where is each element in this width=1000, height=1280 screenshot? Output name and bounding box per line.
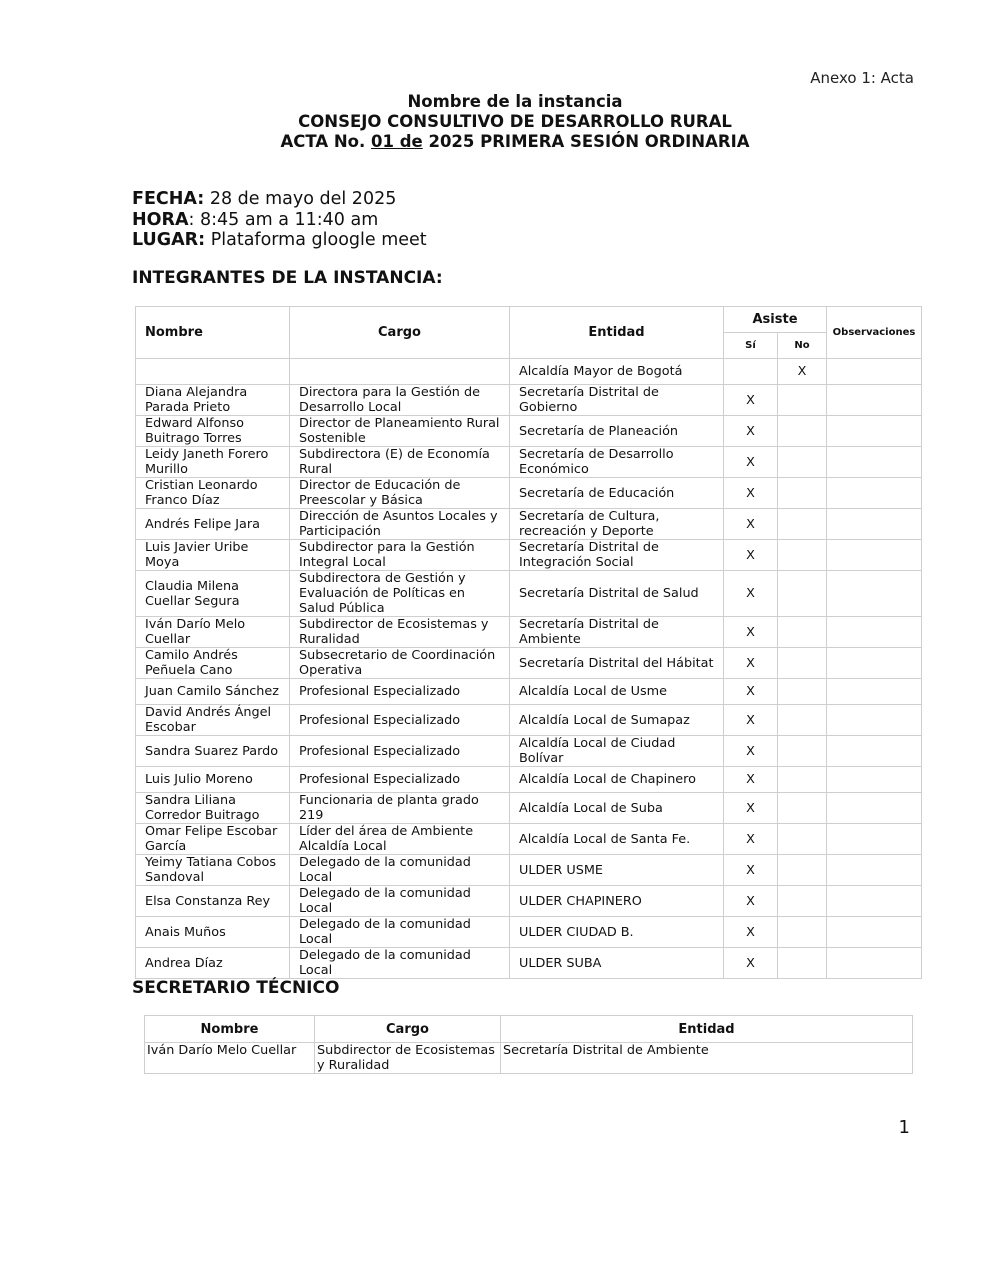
cell-entidad: Secretaría de Desarrollo Económico [510, 447, 724, 478]
meeting-details [132, 189, 427, 251]
cell-no: X [778, 359, 827, 385]
table-row [136, 886, 922, 917]
cell-entidad: Alcaldía Local de Ciudad Bolívar [510, 736, 724, 767]
cell-nombre: David Andrés Ángel Escobar [136, 705, 290, 736]
cell-entidad: ULDER CIUDAD B. [510, 917, 724, 948]
members-table-body [136, 359, 922, 979]
page-number: 1 [898, 1117, 910, 1138]
cell-cargo: Delegado de la comunidad Local [290, 855, 510, 886]
cell-si: X [724, 571, 778, 617]
hora-label: HORA [132, 209, 189, 230]
cell-si: X [724, 705, 778, 736]
table-row [136, 917, 922, 948]
table-row [136, 736, 922, 767]
cell-cargo: Subdirectora de Gestión y Evaluación de Políticas en Salud Pública [290, 571, 510, 617]
secretary-header-cargo: Cargo [315, 1016, 501, 1043]
cell-nombre: Luis Julio Moreno [136, 767, 290, 793]
cell-cargo: Subdirector de Ecosistemas y Ruralidad [290, 617, 510, 648]
cell-si: X [724, 767, 778, 793]
cell-nombre: Yeimy Tatiana Cobos Sandoval [136, 855, 290, 886]
table-row [136, 416, 922, 447]
cell-cargo: Líder del área de Ambiente Alcaldía Local [290, 824, 510, 855]
acta-title [0, 132, 1000, 152]
cell-nombre: Claudia Milena Cuellar Segura [136, 571, 290, 617]
cell-no [778, 793, 827, 824]
cell-nombre: Sandra Suarez Pardo [136, 736, 290, 767]
cell-no [778, 679, 827, 705]
header-observaciones: Observaciones [827, 307, 922, 359]
cell-si: X [724, 385, 778, 416]
secretary-header-entidad: Entidad [501, 1016, 913, 1043]
fecha-line [132, 189, 427, 210]
cell-observaciones [827, 571, 922, 617]
cell-no [778, 948, 827, 979]
cell-cargo: Subdirector para la Gestión Integral Local [290, 540, 510, 571]
cell-cargo: Director de Planeamiento Rural Sostenible [290, 416, 510, 447]
cell-cargo: Delegado de la comunidad Local [290, 917, 510, 948]
cell-observaciones [827, 855, 922, 886]
table-row [136, 540, 922, 571]
header-cargo: Cargo [290, 307, 510, 359]
cell-no [778, 648, 827, 679]
table-row [136, 385, 922, 416]
cell-entidad: Alcaldía Local de Chapinero [510, 767, 724, 793]
table-row [136, 705, 922, 736]
cell-observaciones [827, 824, 922, 855]
cell-cargo: Delegado de la comunidad Local [290, 886, 510, 917]
cell-observaciones [827, 917, 922, 948]
cell-cargo: Director de Educación de Preescolar y Básica [290, 478, 510, 509]
table-row [136, 617, 922, 648]
cell-entidad: Secretaría de Educación [510, 478, 724, 509]
cell-observaciones [827, 416, 922, 447]
table-row [136, 571, 922, 617]
cell-cargo: Directora para la Gestión de Desarrollo Local [290, 385, 510, 416]
annex-label: Anexo 1: Acta [810, 69, 914, 87]
cell-nombre: Iván Darío Melo Cuellar [145, 1043, 315, 1074]
cell-observaciones [827, 736, 922, 767]
cell-entidad: ULDER CHAPINERO [510, 886, 724, 917]
cell-si: X [724, 679, 778, 705]
cell-entidad: Alcaldía Local de Santa Fe. [510, 824, 724, 855]
cell-observaciones [827, 617, 922, 648]
header-si: Sí [724, 333, 778, 359]
cell-nombre: Iván Darío Melo Cuellar [136, 617, 290, 648]
cell-cargo: Profesional Especializado [290, 767, 510, 793]
cell-observaciones [827, 385, 922, 416]
instance-name-title: Nombre de la instancia [407, 92, 623, 111]
cell-no [778, 886, 827, 917]
cell-no [778, 540, 827, 571]
cell-si: X [724, 793, 778, 824]
cell-si: X [724, 886, 778, 917]
cell-entidad: Secretaría Distrital de Ambiente [510, 617, 724, 648]
acta-prefix: ACTA No. [280, 132, 366, 151]
cell-cargo: Profesional Especializado [290, 679, 510, 705]
cell-observaciones [827, 447, 922, 478]
cell-no [778, 855, 827, 886]
cell-entidad: Secretaría Distrital de Gobierno [510, 385, 724, 416]
lugar-value: Plataforma gloogle meet [210, 230, 427, 250]
cell-cargo: Funcionaria de planta grado 219 [290, 793, 510, 824]
hora-value: : 8:45 am a 11:40 am [188, 209, 379, 230]
cell-no [778, 385, 827, 416]
cell-observaciones [827, 540, 922, 571]
cell-cargo: Profesional Especializado [290, 736, 510, 767]
cell-si: X [724, 824, 778, 855]
cell-no [778, 509, 827, 540]
cell-no [778, 705, 827, 736]
document-heading [0, 92, 1000, 152]
secretary-table [144, 1015, 913, 1074]
cell-no [778, 617, 827, 648]
cell-cargo: Profesional Especializado [290, 705, 510, 736]
cell-si: X [724, 416, 778, 447]
cell-entidad: ULDER SUBA [510, 948, 724, 979]
table-row [136, 824, 922, 855]
cell-cargo: Subdirectora (E) de Economía Rural [290, 447, 510, 478]
cell-observaciones [827, 478, 922, 509]
table-row [136, 679, 922, 705]
cell-entidad: Secretaría de Planeación [510, 416, 724, 447]
cell-entidad: Secretaría Distrital de Ambiente [501, 1043, 913, 1074]
cell-si: X [724, 736, 778, 767]
header-entidad: Entidad [510, 307, 724, 359]
cell-no [778, 571, 827, 617]
cell-nombre [136, 359, 290, 385]
cell-cargo: Subdirector de Ecosistemas y Ruralidad [315, 1043, 501, 1074]
cell-nombre: Luis Javier Uribe Moya [136, 540, 290, 571]
cell-nombre: Juan Camilo Sánchez [136, 679, 290, 705]
cell-cargo: Subsecretario de Coordinación Operativa [290, 648, 510, 679]
cell-si: X [724, 447, 778, 478]
header-no: No [778, 333, 827, 359]
cell-observaciones [827, 648, 922, 679]
cell-no [778, 478, 827, 509]
cell-observaciones [827, 679, 922, 705]
members-section-title: INTEGRANTES DE LA INSTANCIA: [132, 268, 443, 288]
cell-cargo: Dirección de Asuntos Locales y Participación [290, 509, 510, 540]
cell-no [778, 736, 827, 767]
members-table [135, 306, 922, 979]
cell-entidad: Alcaldía Mayor de Bogotá [510, 359, 724, 385]
cell-observaciones [827, 705, 922, 736]
table-row [136, 447, 922, 478]
secretary-header-nombre: Nombre [145, 1016, 315, 1043]
cell-si: X [724, 917, 778, 948]
cell-observaciones [827, 948, 922, 979]
cell-si: X [724, 648, 778, 679]
cell-no [778, 447, 827, 478]
cell-entidad: Alcaldía Local de Usme [510, 679, 724, 705]
lugar-line [132, 230, 427, 251]
acta-suffix: 2025 PRIMERA SESIÓN ORDINARIA [428, 132, 750, 151]
cell-si [724, 359, 778, 385]
cell-nombre: Cristian Leonardo Franco Díaz [136, 478, 290, 509]
cell-si: X [724, 617, 778, 648]
cell-si: X [724, 509, 778, 540]
table-row [136, 855, 922, 886]
cell-entidad: Secretaría Distrital de Salud [510, 571, 724, 617]
council-name-title: CONSEJO CONSULTIVO DE DESARROLLO RURAL [298, 112, 732, 131]
cell-si: X [724, 478, 778, 509]
cell-no [778, 767, 827, 793]
cell-cargo: Delegado de la comunidad Local [290, 948, 510, 979]
cell-si: X [724, 948, 778, 979]
table-row [136, 648, 922, 679]
cell-observaciones [827, 767, 922, 793]
table-row [136, 767, 922, 793]
fecha-value: 28 de mayo del 2025 [209, 189, 397, 209]
cell-entidad: Secretaría de Cultura, recreación y Deporte [510, 509, 724, 540]
table-row [136, 509, 922, 540]
cell-nombre: Sandra Liliana Corredor Buitrago [136, 793, 290, 824]
hora-line [132, 210, 427, 231]
table-row [136, 359, 922, 385]
cell-nombre: Omar Felipe Escobar García [136, 824, 290, 855]
cell-no [778, 824, 827, 855]
cell-entidad: Alcaldía Local de Sumapaz [510, 705, 724, 736]
table-row [136, 793, 922, 824]
table-row [145, 1043, 913, 1074]
cell-observaciones [827, 886, 922, 917]
cell-nombre: Diana Alejandra Parada Prieto [136, 385, 290, 416]
cell-si: X [724, 855, 778, 886]
cell-no [778, 416, 827, 447]
table-row [136, 948, 922, 979]
table-row [136, 478, 922, 509]
cell-si: X [724, 540, 778, 571]
cell-entidad: Secretaría Distrital de Integración Social [510, 540, 724, 571]
secretary-table-body [145, 1043, 913, 1074]
secretary-section-title: SECRETARIO TÉCNICO [132, 978, 340, 998]
cell-cargo [290, 359, 510, 385]
cell-nombre: Andrea Díaz [136, 948, 290, 979]
cell-entidad: ULDER USME [510, 855, 724, 886]
cell-nombre: Andrés Felipe Jara [136, 509, 290, 540]
fecha-label: FECHA: [132, 189, 205, 209]
cell-entidad: Alcaldía Local de Suba [510, 793, 724, 824]
header-nombre: Nombre [136, 307, 290, 359]
cell-no [778, 917, 827, 948]
cell-nombre: Anais Muños [136, 917, 290, 948]
cell-nombre: Edward Alfonso Buitrago Torres [136, 416, 290, 447]
cell-observaciones [827, 359, 922, 385]
cell-nombre: Leidy Janeth Forero Murillo [136, 447, 290, 478]
acta-number: 01 de [371, 132, 423, 151]
cell-observaciones [827, 793, 922, 824]
cell-observaciones [827, 509, 922, 540]
lugar-label: LUGAR: [132, 230, 206, 250]
cell-nombre: Elsa Constanza Rey [136, 886, 290, 917]
header-asiste: Asiste [724, 307, 827, 333]
cell-nombre: Camilo Andrés Peñuela Cano [136, 648, 290, 679]
cell-entidad: Secretaría Distrital del Hábitat [510, 648, 724, 679]
